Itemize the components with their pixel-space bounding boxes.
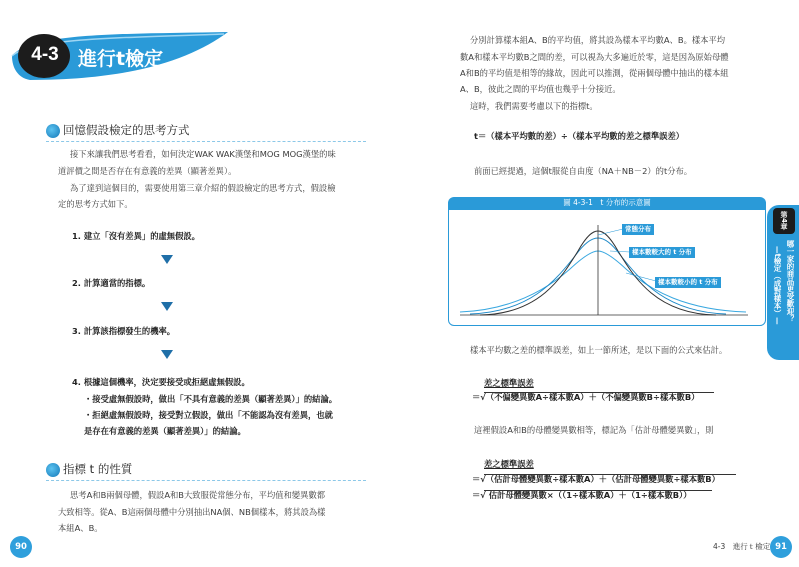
para1-line2: 道評價之間是否存在有意義的差異（顯著差異）。	[58, 166, 237, 176]
bullet-icon	[46, 124, 60, 138]
step-3: 3. 計算該指標發生的機率。	[72, 326, 176, 336]
radical-bar	[484, 490, 712, 491]
rp-para4: 這裡假設A和B的母體變異數相等，標記為「估計母體變異數」，則	[474, 425, 714, 435]
para2-line2: 大致相等。從A、B這兩個母體中分別抽出NA個、NB個樣本，將其設為樣	[58, 507, 326, 517]
down-arrow-icon	[161, 350, 173, 359]
para1-line4: 定的思考方式如下。	[58, 199, 133, 209]
formula-se-1: ＝√（不偏變異數A÷樣本數A）＋（不偏變異數B÷樣本數B）	[472, 392, 700, 402]
chapter-title: 哪一家的商品更受歡迎？	[786, 240, 795, 323]
formula-se-3: ＝√ 估計母體變異數×（（1÷樣本數A）＋（1÷樣本數B））	[472, 490, 692, 500]
rp-para2: 前面已經提過，這個t服從自由度（NA＋NB－2）的t分布。	[474, 166, 693, 176]
heading-recall: 回憶假設檢定的思考方式	[63, 123, 190, 137]
step-2: 2. 計算適當的指標。	[72, 278, 151, 288]
chapter-label: 第4章	[780, 211, 788, 230]
down-arrow-icon	[161, 255, 173, 264]
running-footer: 4-3 進行ｔ檢定	[713, 542, 771, 551]
para1-line1: 接下來讓我們思考看看，如何決定WAK WAK漢堡和MOG MOG漢堡的味	[70, 149, 336, 159]
t-distribution-figure	[450, 211, 762, 323]
bullet-reject-1: ・拒絕虛無假設時，接受對立假設，做出「不能認為沒有差異，也就	[84, 410, 333, 420]
divider	[46, 141, 366, 142]
se-label-2: 差之標準誤差	[484, 459, 534, 469]
se-label: 差之標準誤差	[484, 378, 534, 388]
divider	[46, 480, 366, 481]
radical-bar	[484, 392, 714, 393]
rp-para1-line1: 分別計算樣本組A、B的平均值，將其設為樣本平均數A、B。樣本平均	[470, 35, 726, 45]
formula-t: t＝（樣本平均數的差）÷（樣本平均數的差之標準誤差）	[474, 131, 685, 141]
bullet-accept: ・接受虛無假設時，做出「不具有意義的差異（顯著差異）」的結論。	[84, 394, 338, 404]
section-title: 進行t檢定	[78, 48, 164, 70]
section-number: 4-3	[31, 44, 59, 65]
formula-se-2: ＝√（估計母體變異數÷樣本數A）＋（估計母體變異數÷樣本數B）	[472, 474, 720, 484]
rp-para1-line5: 這時，我們需要考慮以下的指標t。	[470, 101, 598, 111]
step-1: 1. 建立「沒有差異」的虛無假設。	[72, 231, 200, 241]
rp-para1-line2: 數A和樣本平均數B之間的差，可以視為大多遍近於零，這是因為原始母體	[460, 52, 729, 62]
para2-line3: 本組A、B。	[58, 523, 103, 533]
para2-line1: 思考A和B兩個母體，假設A和B大致服從常態分布，平均值和變異數都	[70, 490, 326, 500]
label-large-t: 樣本數較大的 t 分布	[629, 247, 695, 258]
heading-t-property: 指標 t 的性質	[63, 462, 133, 476]
bullet-reject-2: 是存在有意義的差異（顯著差異）」的結論。	[84, 426, 246, 436]
rp-para1-line4: A、B，彼此之間的平均值也幾乎十分接近。	[460, 84, 621, 94]
page-number-left: 90	[10, 536, 32, 558]
radical-bar	[484, 474, 736, 475]
bullet-icon	[46, 463, 60, 477]
page-number-right: 91	[770, 536, 792, 558]
step-4: 4. 根據這個機率，決定要接受或拒絕虛無假設。	[72, 377, 250, 387]
rp-para1-line3: A和B的平均值是相等的緣故，因此可以推測，從兩個母體中抽出的樣本組	[460, 68, 729, 78]
figure-title: 圖 4-3-1 t 分布的示意圖	[448, 197, 766, 209]
label-small-t: 樣本數較小的 t 分布	[655, 277, 721, 288]
chapter-subtitle: —t檢定（成對樣本）—	[773, 246, 782, 325]
label-normal: 常態分布	[622, 224, 654, 235]
rp-para3: 樣本平均數之差的標準誤差，如上一節所述，是以下面的公式來估計。	[470, 345, 728, 355]
para1-line3: 為了達到這個目的，需要使用第三章介紹的假設檢定的思考方式，假設檢	[70, 183, 336, 193]
down-arrow-icon	[161, 302, 173, 311]
